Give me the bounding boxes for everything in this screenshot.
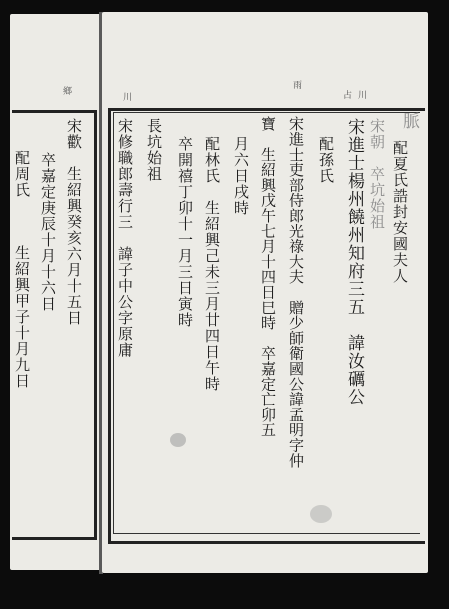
column-6: 寶 生紹興戊午七月十四日巳時 卒嘉定亡卯五 — [259, 116, 277, 438]
column-10: 長坑始祖 — [145, 118, 163, 182]
left-column-2: 卒嘉定庚辰十月十六日 — [39, 152, 57, 312]
left-column-4: 生紹興甲子十月九日 — [13, 245, 31, 389]
column-4: 配孫氏 — [317, 136, 335, 184]
column-1: 宋朝 卒坑始祖 — [368, 118, 386, 230]
margin-label-1: 川 — [121, 92, 131, 101]
left-column-1: 宋歡 生紹興癸亥六月十五日 — [65, 118, 83, 326]
column-9: 卒開禧丁卯十一月三日寅時 — [176, 136, 194, 328]
left-column-3: 配周氏 — [13, 150, 31, 198]
column-5: 宋進士吏部侍郎光祿大夫 贈少師衛國公諱孟明字仲 — [287, 116, 305, 468]
column-3: 宋進士楊州饒州知府三五 諱汝礪公 — [344, 118, 364, 406]
ink-smudge — [170, 433, 186, 447]
margin-label-4: 川 — [356, 90, 366, 99]
left-margin-label: 鄉 — [61, 86, 71, 95]
column-8: 配林氏 生紹興己未三月廿四日午時 — [203, 136, 221, 392]
ink-smudge — [310, 505, 332, 523]
margin-label-3: 雨 — [291, 80, 301, 89]
margin-label-2: 占 — [341, 90, 351, 99]
title-fragment: 脈 — [399, 112, 419, 130]
column-2: 配夏氏誥封安國夫人 — [391, 140, 409, 284]
column-7: 月六日戌時 — [232, 136, 250, 216]
column-11: 宋修職郎壽行三 諱子中公字原庸 — [116, 118, 134, 358]
